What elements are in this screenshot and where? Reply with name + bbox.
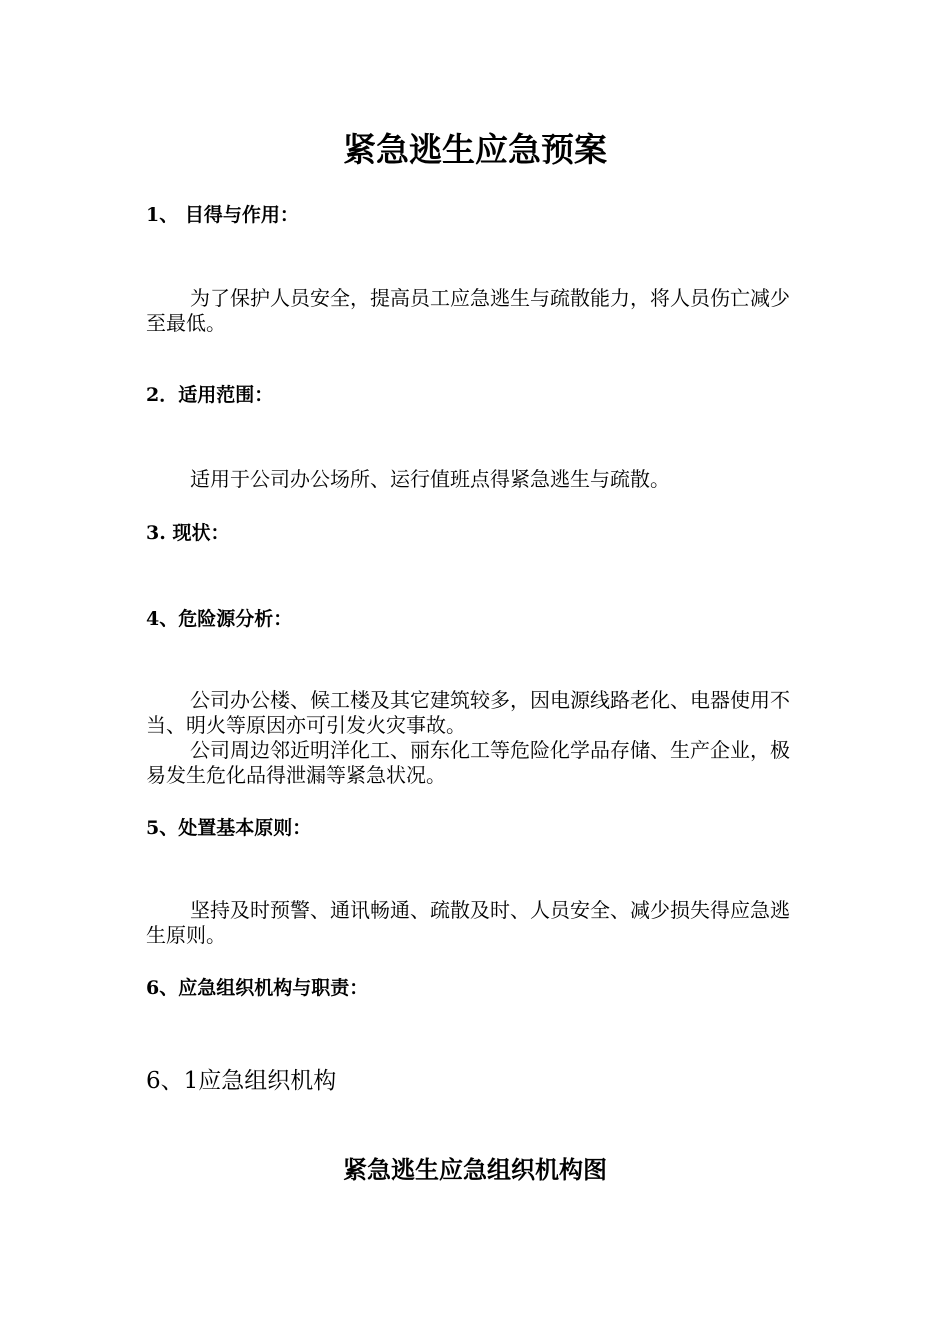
org-chart-title: 紧急逃生应急组织机构图 (343, 1155, 607, 1184)
section-paragraph-purpose: 为了保护人员安全，提高员工应急逃生与疏散能力，将人员伤亡减少至最低。 (146, 286, 790, 335)
section-heading-principles: 5、处置基本原则： (146, 817, 312, 839)
section-paragraph-scope: 适用于公司办公场所、运行值班点得紧急逃生与疏散。 (190, 467, 670, 491)
section-heading-hazard-analysis: 4、危险源分析： (146, 608, 293, 630)
section-heading-organization: 6、应急组织机构与职责： (146, 977, 369, 999)
section-paragraph-hazard-2: 公司周边邻近明洋化工、丽东化工等危险化学品存储、生产企业，极易发生危化品得泄漏等紧急状况。 (146, 738, 790, 787)
subsection-heading-organization: 6、1应急组织机构 (146, 1068, 337, 1094)
document-title: 紧急逃生应急预案 (343, 130, 607, 169)
section-paragraph-principles: 坚持及时预警、通讯畅通、疏散及时、人员安全、减少损失得应急逃生原则。 (146, 898, 790, 947)
section-heading-status: 3. 现状： (146, 522, 230, 544)
section-paragraph-hazard-1: 公司办公楼、候工楼及其它建筑较多，因电源线路老化、电器使用不当、明火等原因亦可引发火灾事故。 (146, 688, 790, 737)
section-heading-scope: 2．适用范围： (146, 384, 274, 406)
section-heading-purpose: 1、 目得与作用： (146, 204, 299, 226)
